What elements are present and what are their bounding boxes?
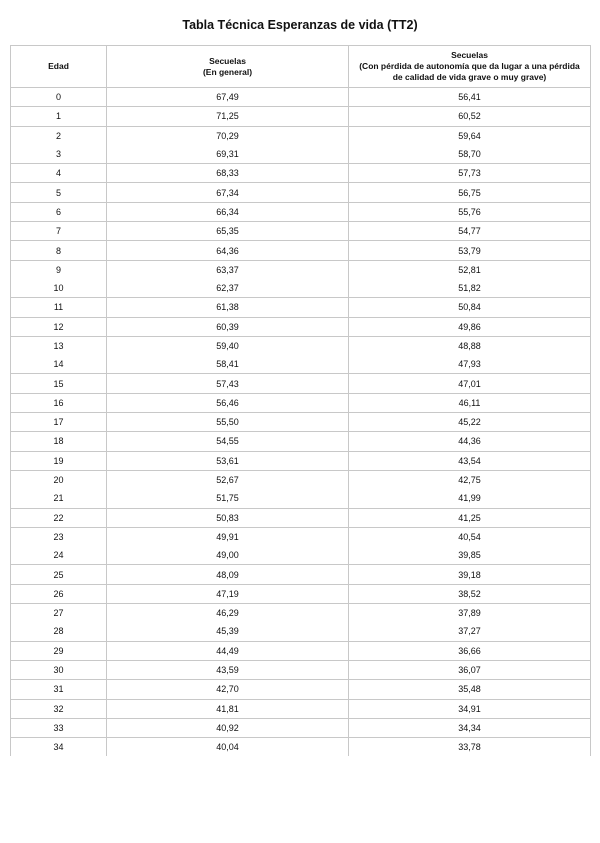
cell-general: 44,49 xyxy=(107,641,349,660)
table-row xyxy=(11,241,591,260)
cell-edad: 23 xyxy=(11,527,107,546)
cell-edad: 25 xyxy=(11,565,107,584)
cell-edad: 17 xyxy=(11,413,107,432)
cell-edad: 21 xyxy=(11,489,107,508)
cell-general: 65,35 xyxy=(107,222,349,241)
table-body xyxy=(11,88,591,757)
cell-edad: 30 xyxy=(11,660,107,679)
cell-edad: 18 xyxy=(11,432,107,451)
header-secuelas-autonomia xyxy=(349,46,591,88)
header-edad-label: Edad xyxy=(48,61,69,71)
table-row xyxy=(11,260,591,279)
table-row xyxy=(11,336,591,355)
cell-edad: 31 xyxy=(11,680,107,699)
cell-autonomia: 51,82 xyxy=(349,279,591,298)
cell-general: 47,19 xyxy=(107,584,349,603)
cell-general: 45,39 xyxy=(107,622,349,641)
cell-autonomia: 56,41 xyxy=(349,88,591,107)
cell-edad: 15 xyxy=(11,374,107,393)
cell-general: 57,43 xyxy=(107,374,349,393)
cell-autonomia: 56,75 xyxy=(349,183,591,202)
cell-general: 59,40 xyxy=(107,336,349,355)
cell-autonomia: 36,66 xyxy=(349,641,591,660)
table-row xyxy=(11,470,591,489)
cell-edad: 24 xyxy=(11,546,107,565)
cell-edad: 14 xyxy=(11,355,107,374)
cell-autonomia: 36,07 xyxy=(349,660,591,679)
cell-edad: 19 xyxy=(11,451,107,470)
cell-general: 48,09 xyxy=(107,565,349,584)
header-autonomia-line-2: (Con pérdida de autonomía que da lugar a una pérdida xyxy=(359,61,580,71)
cell-autonomia: 43,54 xyxy=(349,451,591,470)
cell-edad: 5 xyxy=(11,183,107,202)
cell-general: 50,83 xyxy=(107,508,349,527)
table-row xyxy=(11,699,591,718)
cell-edad: 22 xyxy=(11,508,107,527)
cell-autonomia: 55,76 xyxy=(349,202,591,221)
header-autonomia-line-1: Secuelas xyxy=(451,50,488,60)
cell-general: 71,25 xyxy=(107,107,349,126)
table-row xyxy=(11,202,591,221)
table-row xyxy=(11,680,591,699)
table-row xyxy=(11,718,591,737)
cell-edad: 7 xyxy=(11,222,107,241)
cell-edad: 11 xyxy=(11,298,107,317)
cell-edad: 28 xyxy=(11,622,107,641)
cell-general: 41,81 xyxy=(107,699,349,718)
cell-general: 67,49 xyxy=(107,88,349,107)
cell-edad: 4 xyxy=(11,164,107,183)
cell-general: 58,41 xyxy=(107,355,349,374)
table-row xyxy=(11,432,591,451)
table-row xyxy=(11,622,591,641)
table-row xyxy=(11,660,591,679)
cell-edad: 2 xyxy=(11,126,107,145)
cell-general: 70,29 xyxy=(107,126,349,145)
cell-autonomia: 57,73 xyxy=(349,164,591,183)
cell-autonomia: 60,52 xyxy=(349,107,591,126)
table-row xyxy=(11,489,591,508)
table-row xyxy=(11,126,591,145)
cell-general: 49,91 xyxy=(107,527,349,546)
cell-edad: 3 xyxy=(11,145,107,164)
cell-autonomia: 34,91 xyxy=(349,699,591,718)
cell-edad: 8 xyxy=(11,241,107,260)
cell-autonomia: 47,01 xyxy=(349,374,591,393)
cell-general: 46,29 xyxy=(107,604,349,623)
cell-general: 52,67 xyxy=(107,470,349,489)
cell-general: 62,37 xyxy=(107,279,349,298)
table-row xyxy=(11,641,591,660)
cell-general: 55,50 xyxy=(107,413,349,432)
cell-autonomia: 42,75 xyxy=(349,470,591,489)
table-row xyxy=(11,565,591,584)
cell-edad: 12 xyxy=(11,317,107,336)
table-row xyxy=(11,508,591,527)
cell-general: 40,04 xyxy=(107,738,349,757)
cell-autonomia: 44,36 xyxy=(349,432,591,451)
cell-autonomia: 37,27 xyxy=(349,622,591,641)
table-row xyxy=(11,374,591,393)
table-row xyxy=(11,298,591,317)
cell-edad: 1 xyxy=(11,107,107,126)
cell-general: 63,37 xyxy=(107,260,349,279)
cell-autonomia: 54,77 xyxy=(349,222,591,241)
table-row xyxy=(11,413,591,432)
table-header-row xyxy=(11,46,591,88)
cell-general: 42,70 xyxy=(107,680,349,699)
cell-autonomia: 41,99 xyxy=(349,489,591,508)
cell-edad: 32 xyxy=(11,699,107,718)
table-row xyxy=(11,222,591,241)
cell-general: 60,39 xyxy=(107,317,349,336)
cell-general: 66,34 xyxy=(107,202,349,221)
cell-autonomia: 33,78 xyxy=(349,738,591,757)
table-row xyxy=(11,164,591,183)
cell-autonomia: 41,25 xyxy=(349,508,591,527)
cell-edad: 26 xyxy=(11,584,107,603)
cell-edad: 13 xyxy=(11,336,107,355)
header-general-line-1: Secuelas xyxy=(209,55,246,66)
header-edad xyxy=(11,46,107,88)
table-row xyxy=(11,451,591,470)
header-general-line-2: (En general) xyxy=(202,66,253,77)
table-row xyxy=(11,584,591,603)
cell-autonomia: 53,79 xyxy=(349,241,591,260)
cell-general: 54,55 xyxy=(107,432,349,451)
cell-autonomia: 38,52 xyxy=(349,584,591,603)
cell-autonomia: 59,64 xyxy=(349,126,591,145)
cell-general: 64,36 xyxy=(107,241,349,260)
cell-edad: 6 xyxy=(11,202,107,221)
cell-edad: 29 xyxy=(11,641,107,660)
cell-autonomia: 52,81 xyxy=(349,260,591,279)
table-row xyxy=(11,527,591,546)
cell-autonomia: 58,70 xyxy=(349,145,591,164)
table-row xyxy=(11,88,591,107)
table-row xyxy=(11,279,591,298)
cell-autonomia: 35,48 xyxy=(349,680,591,699)
table-row xyxy=(11,604,591,623)
cell-autonomia: 40,54 xyxy=(349,527,591,546)
cell-autonomia: 49,86 xyxy=(349,317,591,336)
cell-general: 40,92 xyxy=(107,718,349,737)
table-row xyxy=(11,183,591,202)
header-secuelas-general xyxy=(107,46,349,88)
table-row xyxy=(11,145,591,164)
cell-edad: 10 xyxy=(11,279,107,298)
cell-autonomia: 37,89 xyxy=(349,604,591,623)
cell-autonomia: 47,93 xyxy=(349,355,591,374)
cell-general: 49,00 xyxy=(107,546,349,565)
table-row xyxy=(11,393,591,412)
table-row xyxy=(11,546,591,565)
table-row xyxy=(11,355,591,374)
cell-edad: 34 xyxy=(11,738,107,757)
cell-autonomia: 45,22 xyxy=(349,413,591,432)
cell-edad: 16 xyxy=(11,393,107,412)
cell-general: 61,38 xyxy=(107,298,349,317)
header-autonomia-line-3: de calidad de vida grave o muy grave) xyxy=(392,72,547,82)
cell-general: 67,34 xyxy=(107,183,349,202)
cell-general: 69,31 xyxy=(107,145,349,164)
cell-general: 68,33 xyxy=(107,164,349,183)
cell-edad: 27 xyxy=(11,604,107,623)
cell-edad: 20 xyxy=(11,470,107,489)
page-title: Tabla Técnica Esperanzas de vida (TT2) xyxy=(182,18,418,32)
table-row xyxy=(11,107,591,126)
cell-autonomia: 50,84 xyxy=(349,298,591,317)
life-expectancy-table xyxy=(10,45,591,756)
cell-general: 56,46 xyxy=(107,393,349,412)
cell-autonomia: 39,18 xyxy=(349,565,591,584)
cell-autonomia: 39,85 xyxy=(349,546,591,565)
cell-edad: 0 xyxy=(11,88,107,107)
cell-autonomia: 46,11 xyxy=(349,393,591,412)
table-row xyxy=(11,738,591,757)
cell-autonomia: 34,34 xyxy=(349,718,591,737)
cell-edad: 33 xyxy=(11,718,107,737)
cell-edad: 9 xyxy=(11,260,107,279)
cell-autonomia: 48,88 xyxy=(349,336,591,355)
cell-general: 51,75 xyxy=(107,489,349,508)
cell-general: 43,59 xyxy=(107,660,349,679)
cell-general: 53,61 xyxy=(107,451,349,470)
table-row xyxy=(11,317,591,336)
